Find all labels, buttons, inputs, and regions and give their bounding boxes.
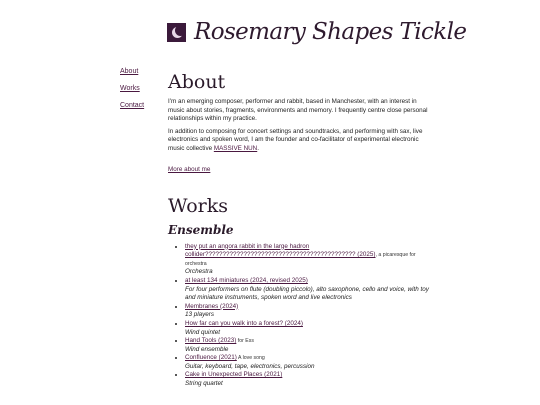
works-list: [168, 243, 430, 389]
work-instrumentation: 13 players: [185, 311, 215, 319]
work-note: for Ess: [236, 338, 254, 345]
list-item: [185, 320, 430, 337]
more-about-link[interactable]: More about me: [168, 165, 211, 173]
site-title[interactable]: Rosemary Shapes Tickle: [194, 19, 467, 45]
list-item: [185, 303, 430, 320]
list-item: [185, 337, 430, 354]
list-item: [185, 243, 430, 277]
work-link[interactable]: Membranes (2024): [185, 302, 239, 310]
list-item: [185, 354, 430, 371]
main-content: [168, 70, 430, 389]
massive-nun-link[interactable]: MASSIVE NUN: [213, 144, 258, 152]
work-instrumentation: Orchestra: [185, 268, 213, 276]
site-header: [167, 14, 466, 50]
work-instrumentation: For four performers on flute (doubling piccolo), alto saxophone, cello and voice, with toy and miniature instruments, spoken word and live electronics: [185, 285, 429, 302]
work-link[interactable]: they put an angora rabbit in the large hadron collider??????????????????????????????????????????? (2025): [185, 242, 376, 259]
ensemble-heading: Ensemble: [168, 222, 234, 237]
work-link[interactable]: at least 134 miniatures (2024, revised 2025): [185, 276, 308, 284]
work-link[interactable]: How far can you walk into a forest? (2024): [185, 319, 303, 327]
crescent-moon-icon[interactable]: [167, 23, 186, 42]
work-note: , a picaresque for orchestra: [185, 252, 416, 267]
about-paragraph-1: I'm an emerging composer, performer and rabbit, based in Manchester, with an interest in music about stories, fragments, environments and memory. I frequently centre close personal relationships within my practice.: [168, 98, 428, 123]
work-link[interactable]: Confluence (2021): [185, 354, 237, 362]
nav-link-about[interactable]: About: [120, 68, 139, 75]
side-nav: [120, 68, 144, 119]
nav-link-contact[interactable]: Contact: [120, 102, 145, 109]
work-instrumentation: Wind ensemble: [185, 345, 229, 353]
work-instrumentation: String quartet: [185, 380, 223, 388]
work-link[interactable]: Hand Tools (2023): [185, 337, 237, 345]
about-heading: About: [168, 71, 226, 93]
about-paragraph-2: In addition to composing for concert settings and soundtracks, and performing with sax, live electronics and spoken word, I am the founder and co-facilitator of experimental electronic music collective MASSIVE NUN.: [168, 127, 423, 152]
work-instrumentation: Wind quintet: [185, 328, 220, 336]
work-note: A love song: [236, 355, 265, 362]
work-instrumentation: Guitar, keyboard, tape, electronics, percussion: [185, 362, 315, 370]
nav-link-works[interactable]: Works: [120, 85, 140, 92]
works-heading: Works: [168, 194, 229, 217]
list-item: [185, 277, 430, 303]
list-item: [185, 371, 430, 388]
work-link[interactable]: Cake in Unexpected Places (2021): [185, 371, 283, 379]
